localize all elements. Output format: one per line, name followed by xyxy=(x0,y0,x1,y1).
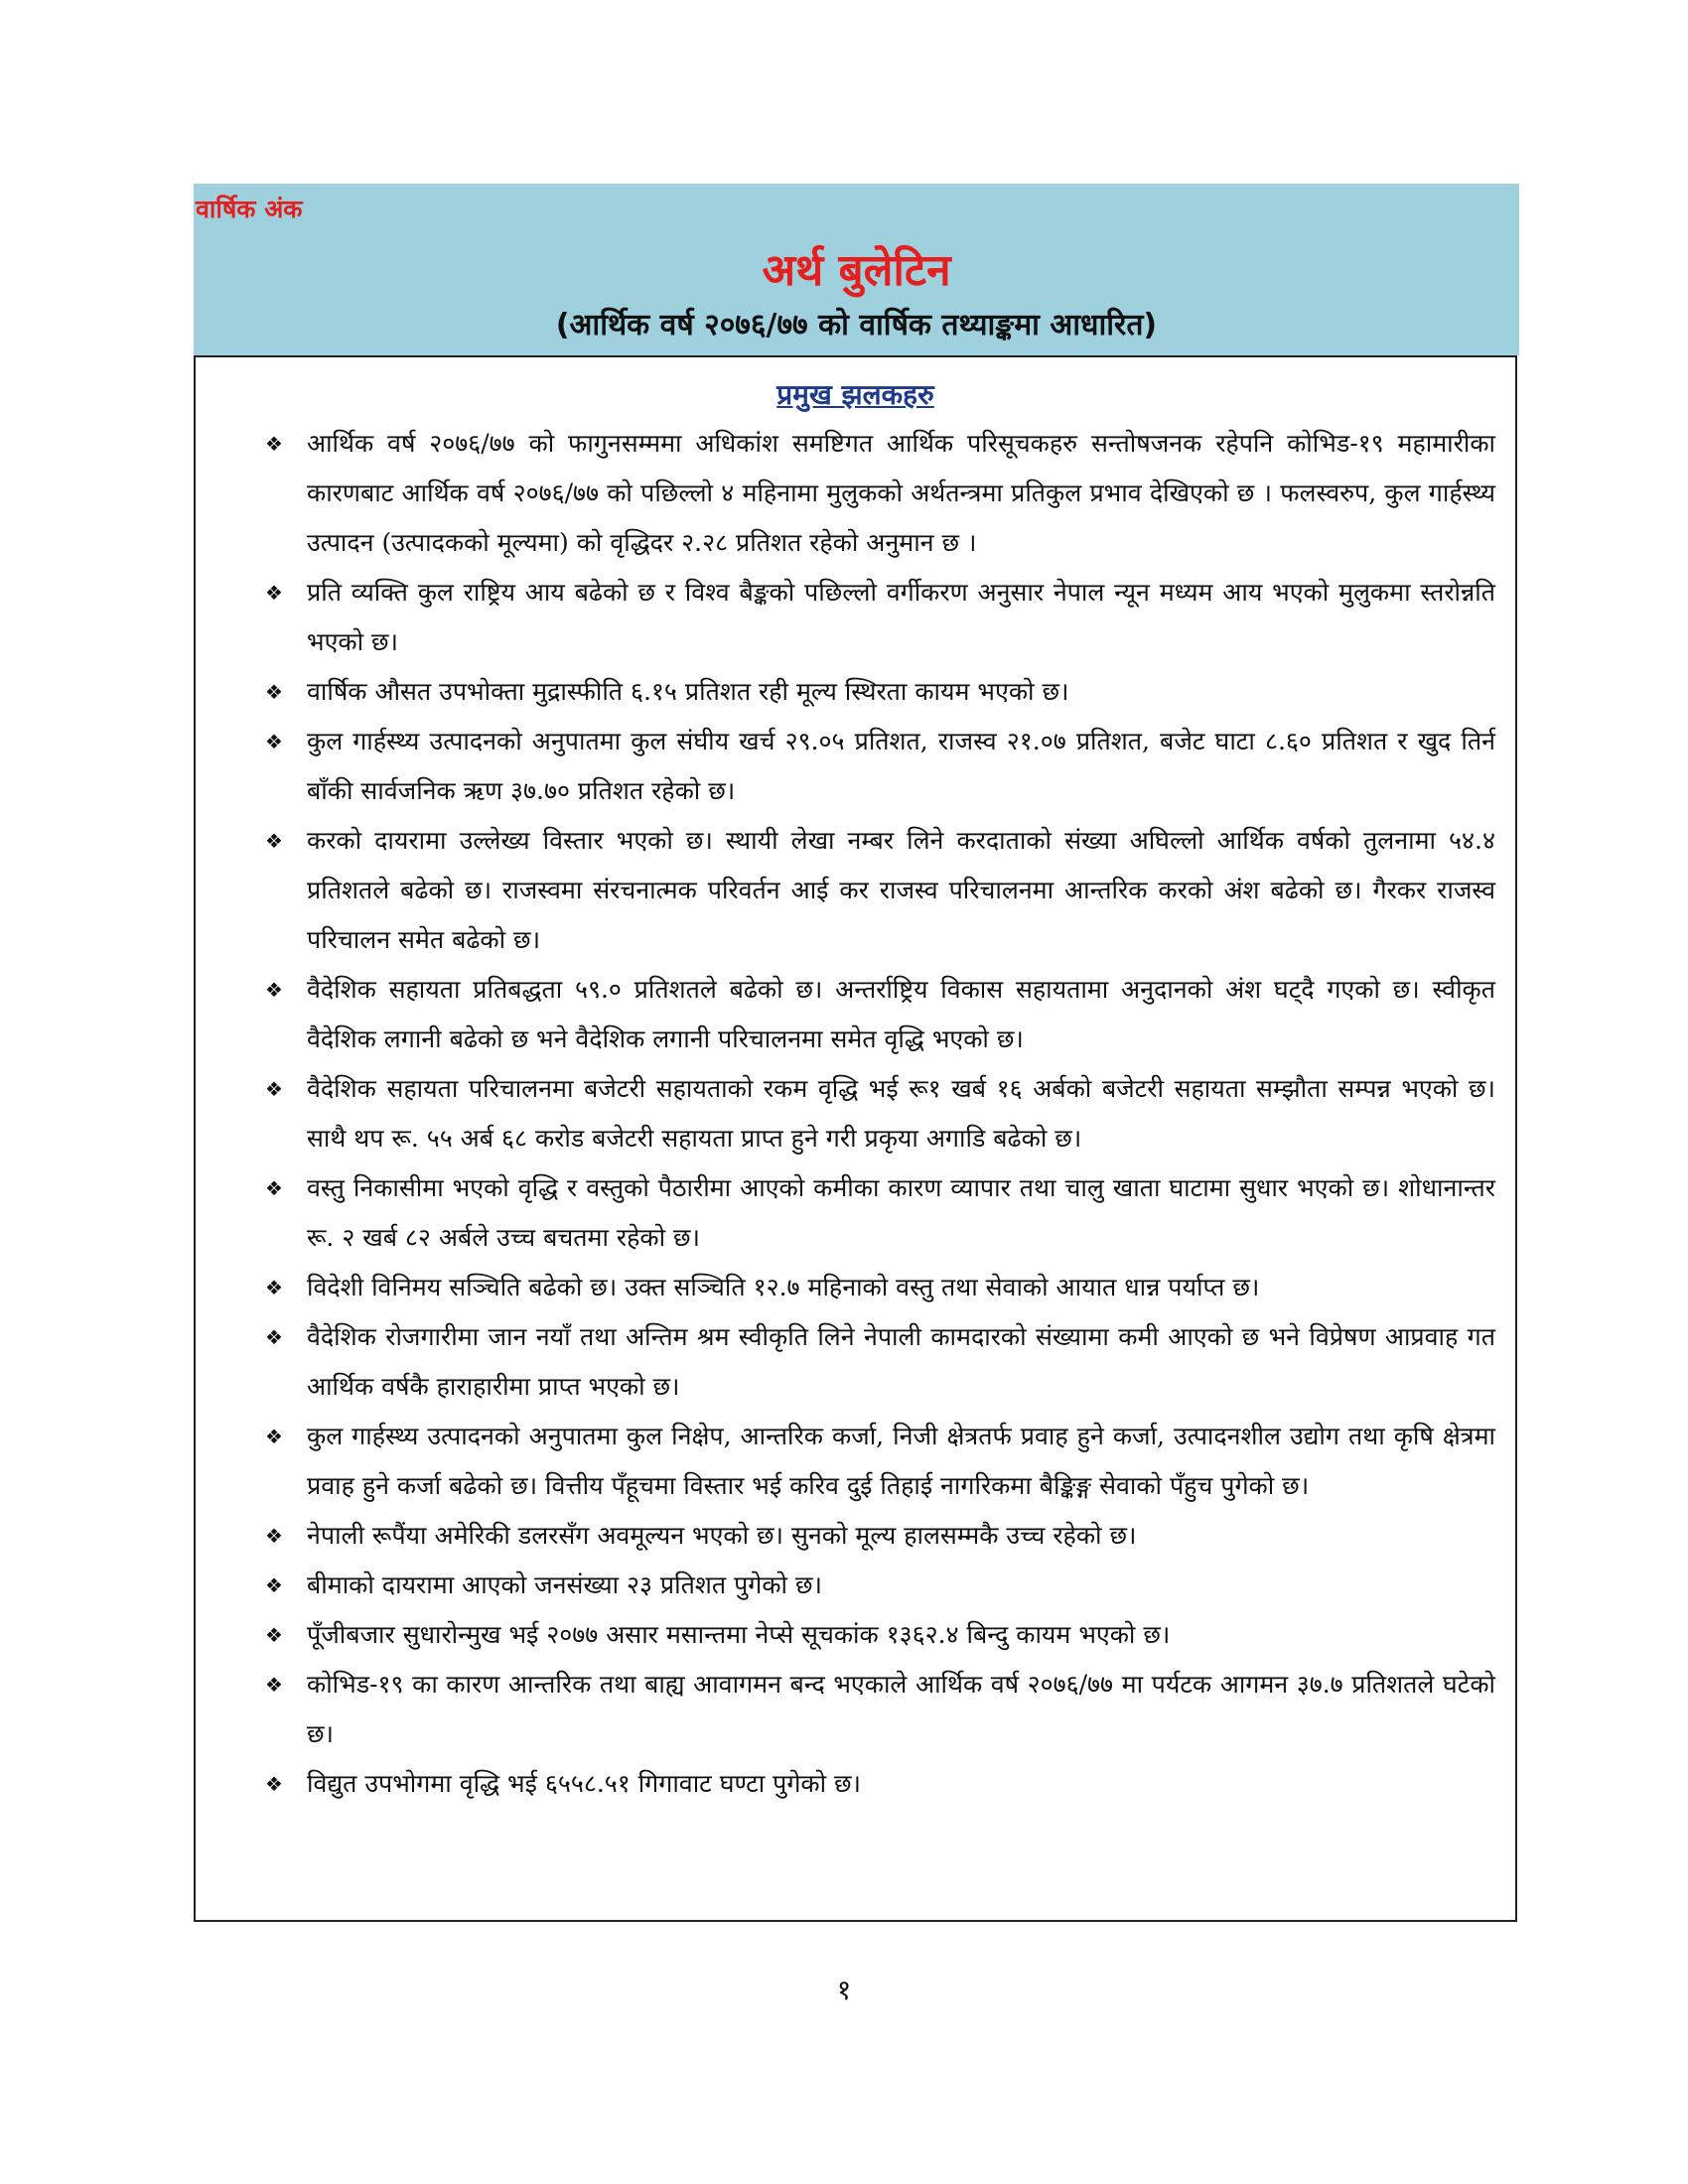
highlight-item xyxy=(265,965,1495,1064)
highlight-text: वैदेशिक सहायता प्रतिबद्धता ५९.० प्रतिशतले बढेको छ। अन्तर्राष्ट्रिय विकास सहायतामा अनुदानको अंश घट्दै गएको छ। स्वीकृत वैदेशिक लगानी बढेको छ भने वैदेशिक लगानी परिचालनमा समेत वृद्धि भएको छ। xyxy=(307,975,1495,1053)
bulletin-title: अर्थ बुलेटिन xyxy=(762,245,951,296)
highlight-text: बीमाको दायरामा आएको जनसंख्या २३ प्रतिशत पुगेको छ। xyxy=(307,1570,822,1599)
highlight-text: नेपाली रूपैंया अमेरिकी डलरसँग अवमूल्यन भएको छ। सुनको मूल्य हालसम्मकै उच्च रहेको छ। xyxy=(307,1521,1137,1550)
highlight-item xyxy=(265,667,1495,717)
highlight-text: विद्युत उपभोगमा वृद्धि भई ६५५८.५१ गिगावाट घण्टा पुगेको छ। xyxy=(307,1769,862,1798)
diamond-bullet-icon: ❖ xyxy=(265,1276,283,1299)
diamond-bullet-icon: ❖ xyxy=(265,1077,283,1101)
highlight-item xyxy=(265,1064,1495,1163)
highlight-text: आर्थिक वर्ष २०७६/७७ को फागुनसम्ममा अधिकांश समष्टिगत आर्थिक परिसूचकहरु सन्तोषजनक रहेपनि कोभिड-१९ महामारीका कारणबाट आर्थिक वर्ष २०७६/७७ को पछिल्लो ४ महिनामा मुलुकको अर्थतन्त्रमा प्रतिकुल प्रभाव देखिएको छ । फलस्वरुप, कुल गार्हस्थ्य उत्पादन (उत्पादकको मूल्यमा) को वृद्धिदर २.२८ प्रतिशत रहेको अनुमान छ । xyxy=(307,429,1495,557)
highlight-item xyxy=(265,1610,1495,1660)
highlight-item xyxy=(265,419,1495,568)
diamond-bullet-icon: ❖ xyxy=(265,581,283,605)
diamond-bullet-icon: ❖ xyxy=(265,1325,283,1349)
highlight-text: कुल गार्हस्थ्य उत्पादनको अनुपातमा कुल संघीय खर्च २९.०५ प्रतिशत, राजस्व २१.०७ प्रतिशत, बजेट घाटा ८.६० प्रतिशत र खुद तिर्न बाँकी सार्वजनिक ऋण ३७.७० प्रतिशत रहेको छ। xyxy=(307,727,1495,805)
diamond-bullet-icon: ❖ xyxy=(265,432,283,456)
diamond-bullet-icon: ❖ xyxy=(265,680,283,704)
highlight-item xyxy=(265,1312,1495,1412)
highlight-item xyxy=(265,1511,1495,1561)
diamond-bullet-icon: ❖ xyxy=(265,1772,283,1796)
highlights-list xyxy=(265,419,1495,1809)
bulletin-subtitle: (आर्थिक वर्ष २०७६/७७ को वार्षिक तथ्याङ्कमा आधारित) xyxy=(555,308,1158,342)
highlight-item xyxy=(265,568,1495,667)
highlight-item xyxy=(265,717,1495,816)
highlight-text: वार्षिक औसत उपभोक्ता मुद्रास्फीति ६.१५ प्रतिशत रही मूल्य स्थिरता कायम भएको छ। xyxy=(307,677,1069,706)
highlight-text: पूँजीबजार सुधारोन्मुख भई २०७७ असार मसान्तमा नेप्से सूचकांक १३६२.४ बिन्दु कायम भएको छ। xyxy=(307,1620,1171,1649)
diamond-bullet-icon: ❖ xyxy=(265,1425,283,1448)
highlight-text: विदेशी विनिमय सञ्चिति बढेको छ। उक्त सञ्चिति १२.७ महिनाको वस्तु तथा सेवाको आयात धान्न पर्याप्त छ। xyxy=(307,1273,1260,1301)
edition-label: वार्षिक अंक xyxy=(196,195,303,223)
diamond-bullet-icon: ❖ xyxy=(265,829,283,853)
highlight-text: वैदेशिक रोजगारीमा जान नयाँ तथा अन्तिम श्रम स्वीकृति लिने नेपाली कामदारको संख्यामा कमी आएको छ भने विप्रेषण आप्रवाह गत आर्थिक वर्षकै हाराहारीमा प्राप्त भएको छ। xyxy=(307,1322,1495,1401)
highlight-text: कोभिड-१९ का कारण आन्तरिक तथा बाह्य आवागमन बन्द भएकाले आर्थिक वर्ष २०७६/७७ मा पर्यटक आगमन ३७.७ प्रतिशतले घटेको छ। xyxy=(307,1670,1495,1748)
diamond-bullet-icon: ❖ xyxy=(265,1176,283,1200)
highlight-item xyxy=(265,1561,1495,1610)
diamond-bullet-icon: ❖ xyxy=(265,730,283,753)
highlight-item xyxy=(265,1660,1495,1759)
header-band xyxy=(194,184,1519,355)
page-number: १ xyxy=(836,1974,852,2006)
diamond-bullet-icon: ❖ xyxy=(265,978,283,1002)
highlight-text: वस्तु निकासीमा भएको वृद्धि र वस्तुको पैठारीमा आएको कमीका कारण व्यापार तथा चालु खाता घाटामा सुधार भएको छ। शोधानान्तर रू. २ खर्ब ८२ अर्बले उच्च बचतमा रहेको छ। xyxy=(307,1173,1495,1252)
diamond-bullet-icon: ❖ xyxy=(265,1524,283,1548)
diamond-bullet-icon: ❖ xyxy=(265,1673,283,1697)
highlight-item xyxy=(265,816,1495,965)
highlight-item xyxy=(265,1263,1495,1312)
diamond-bullet-icon: ❖ xyxy=(265,1623,283,1647)
highlight-text: प्रति व्यक्ति कुल राष्ट्रिय आय बढेको छ र विश्व बैङ्कको पछिल्लो वर्गीकरण अनुसार नेपाल न्यून मध्यम आय भएको मुलुकमा स्तरोन्नति भएको छ। xyxy=(307,578,1495,656)
highlights-box xyxy=(194,355,1517,1922)
highlight-text: करको दायरामा उल्लेख्य विस्तार भएको छ। स्थायी लेखा नम्बर लिने करदाताको संख्या अघिल्लो आर्थिक वर्षको तुलनामा ५४.४ प्रतिशतले बढेको छ। राजस्वमा संरचनात्मक परिवर्तन आई कर राजस्व परिचालनमा आन्तरिक करको अंश बढेको छ। गैरकर राजस्व परिचालन समेत बढेको छ। xyxy=(307,826,1495,954)
highlight-item xyxy=(265,1163,1495,1263)
highlight-item xyxy=(265,1412,1495,1511)
diamond-bullet-icon: ❖ xyxy=(265,1573,283,1597)
highlights-heading: प्रमुख झलकहरु xyxy=(776,378,934,411)
highlight-text: वैदेशिक सहायता परिचालनमा बजेटरी सहायताको रकम वृद्धि भई रू१ खर्ब १६ अर्बको बजेटरी सहायता सम्झौता सम्पन्न भएको छ। साथै थप रू. ५५ अर्ब ६८ करोड बजेटरी सहायता प्राप्त हुने गरी प्रकृया अगाडि बढेको छ। xyxy=(307,1074,1495,1153)
highlight-text: कुल गार्हस्थ्य उत्पादनको अनुपातमा कुल निक्षेप, आन्तरिक कर्जा, निजी क्षेत्रतर्फ प्रवाह हुने कर्जा, उत्पादनशील उद्योग तथा कृषि क्षेत्रमा प्रवाह हुने कर्जा बढेको छ। वित्तीय पँहूचमा विस्तार भई करिव दुई तिहाई नागरिकमा बैङ्किङ्ग सेवाको पँहुच पुगेको छ। xyxy=(307,1422,1495,1500)
highlight-item xyxy=(265,1759,1495,1809)
